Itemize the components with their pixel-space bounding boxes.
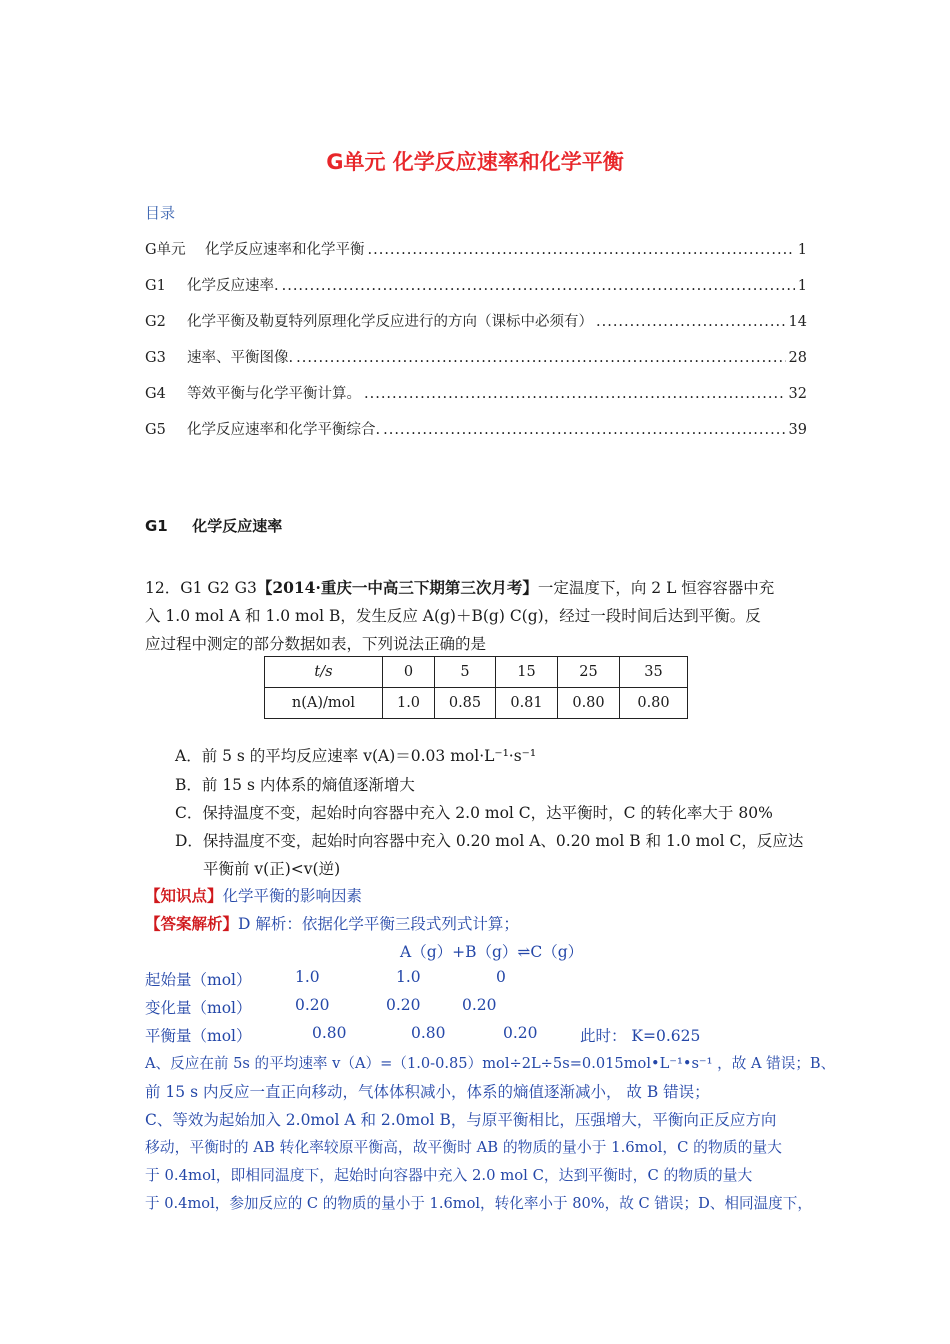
toc-leader [282, 278, 795, 294]
table-cell: 1.0 [383, 688, 435, 719]
equilibrium-constant: 此时： K=0.625 [580, 1027, 701, 1045]
toc-code: G单元 [145, 242, 186, 258]
ice-row-value: 0.80 [312, 1024, 347, 1042]
table-cell: 25 [558, 657, 620, 688]
toc-leader [383, 422, 785, 438]
ice-row-value: 1.0 [295, 968, 320, 986]
answer-analysis [145, 912, 519, 934]
option-d: D．保持温度不变，起始时向容器中充入 0.20 mol A、0.20 mol B 和 1.0 mol C，反应达 [175, 832, 804, 850]
option-b: B．前 15 s 内体系的熵值逐渐增大 [175, 776, 415, 794]
analysis-line: A、反应在前 5s 的平均速率 v（A）=（1.0-0.85）mol÷2L÷5s=0.015mol•L⁻¹•s⁻¹ ，故 A 错误；B、 [145, 1055, 836, 1072]
question-line: 入 1.0 mol A 和 1.0 mol B，发生反应 A(g)＋B(g) C(g)，经过一段时间后达到平衡。反 [145, 607, 761, 625]
section-title: 化学反应速率 [192, 517, 283, 535]
toc-text: 化学反应速率和化学平衡 [205, 242, 365, 258]
table-cell: 0.80 [558, 688, 620, 719]
question-text: 一定温度下，向 2 L 恒容容器中充 [537, 579, 775, 597]
table-row [265, 657, 688, 688]
toc-entry[interactable] [145, 346, 807, 368]
toc-page-number: 1 [797, 278, 807, 294]
table-cell: 5 [435, 657, 496, 688]
ice-row-label: 平衡量（mol） [145, 1027, 252, 1045]
toc-leader [364, 386, 786, 402]
toc-code: G1 [145, 278, 166, 294]
table-cell: n(A)/mol [265, 688, 383, 719]
ice-row-value: 0 [496, 968, 506, 986]
question-line: 应过程中测定的部分数据如表，下列说法正确的是 [145, 635, 487, 653]
table-row [265, 688, 688, 719]
toc-page-number: 28 [788, 350, 807, 366]
question-line [145, 576, 774, 598]
toc-entry[interactable] [145, 310, 807, 332]
analysis-line: 于 0.4mol，参加反应的 C 的物质的量小于 1.6mol，转化率小于 80%，故 C 错误；D、相同温度下， [145, 1195, 812, 1212]
analysis-line: 前 15 s 内反应一直正向移动，气体体积减小，体系的熵值逐渐减小， 故 B 错误； [145, 1083, 710, 1101]
toc-code: G3 [145, 350, 166, 366]
answer-label: 【答案解析】 [145, 914, 239, 933]
knowledge-label: 【知识点】 [145, 886, 223, 905]
toc-text: 等效平衡与化学平衡计算。 [187, 386, 361, 402]
knowledge-point [145, 884, 362, 906]
toc-entry[interactable] [145, 382, 807, 404]
answer-text: D 解析：依据化学平衡三段式列式计算； [238, 915, 519, 933]
section-heading [145, 515, 282, 536]
table-cell: 35 [620, 657, 688, 688]
table-cell: 0.85 [435, 688, 496, 719]
table-cell: 0.80 [620, 688, 688, 719]
data-table [264, 656, 688, 719]
option-a: A．前 5 s 的平均反应速率 v(A)＝0.03 mol·L⁻¹·s⁻¹ [175, 747, 537, 765]
question-prefix: 12．G1 G2 G3 [145, 579, 257, 597]
toc-page-number: 39 [788, 422, 807, 438]
toc-leader [596, 314, 786, 330]
toc-entry[interactable] [145, 238, 807, 260]
question-source: 【2014·重庆一中高三下期第三次月考】 [256, 578, 538, 597]
option-c: C．保持温度不变，起始时向容器中充入 2.0 mol C，达平衡时，C 的转化率大于 80% [175, 804, 773, 822]
toc-text: 速率、平衡图像. [187, 350, 294, 366]
reaction-equation: A（g）+B（g）⇌C（g） [400, 943, 584, 961]
table-cell: 0 [383, 657, 435, 688]
analysis-line: 移动，平衡时的 AB 转化率较原平衡高，故平衡时 AB 的物质的量小于 1.6mol，C 的物质的量大 [145, 1139, 782, 1156]
page-title: G单元 化学反应速率和化学平衡 [326, 150, 624, 174]
toc-leader [368, 242, 795, 258]
toc-page-number: 1 [797, 242, 807, 258]
toc-page-number: 32 [788, 386, 807, 402]
ice-row-value: 1.0 [396, 968, 421, 986]
section-code: G1 [145, 517, 168, 535]
toc-code: G5 [145, 422, 166, 438]
toc-entry[interactable] [145, 274, 807, 296]
toc-text: 化学反应速率和化学平衡综合. [187, 422, 381, 438]
toc-entry[interactable] [145, 418, 807, 440]
ice-row-label: 变化量（mol） [145, 999, 252, 1017]
analysis-line: C、等效为起始加入 2.0mol A 和 2.0mol B，与原平衡相比，压强增大，平衡向正反应方向 [145, 1111, 777, 1129]
toc-heading: 目录 [145, 204, 176, 222]
toc-text: 化学平衡及勒夏特列原理化学反应进行的方向（课标中必须有） [187, 314, 593, 330]
toc-page-number: 14 [788, 314, 807, 330]
ice-row-value: 0.20 [503, 1024, 538, 1042]
table-cell: 15 [496, 657, 558, 688]
ice-row-value: 0.20 [295, 996, 330, 1014]
toc-text: 化学反应速率. [187, 278, 279, 294]
ice-row-value: 0.20 [462, 996, 497, 1014]
knowledge-text: 化学平衡的影响因素 [222, 887, 363, 905]
table-cell: t/s [265, 657, 383, 688]
toc-leader [296, 350, 785, 366]
analysis-line: 于 0.4mol，即相同温度下，起始时向容器中充入 2.0 mol C，达到平衡时，C 的物质的量大 [145, 1167, 753, 1184]
toc-code: G4 [145, 386, 166, 402]
table-cell: 0.81 [496, 688, 558, 719]
ice-row-label: 起始量（mol） [145, 971, 252, 989]
option-d-continued: 平衡前 v(正)<v(逆) [203, 860, 341, 878]
ice-row-value: 0.20 [386, 996, 421, 1014]
toc-code: G2 [145, 314, 166, 330]
ice-row-value: 0.80 [411, 1024, 446, 1042]
